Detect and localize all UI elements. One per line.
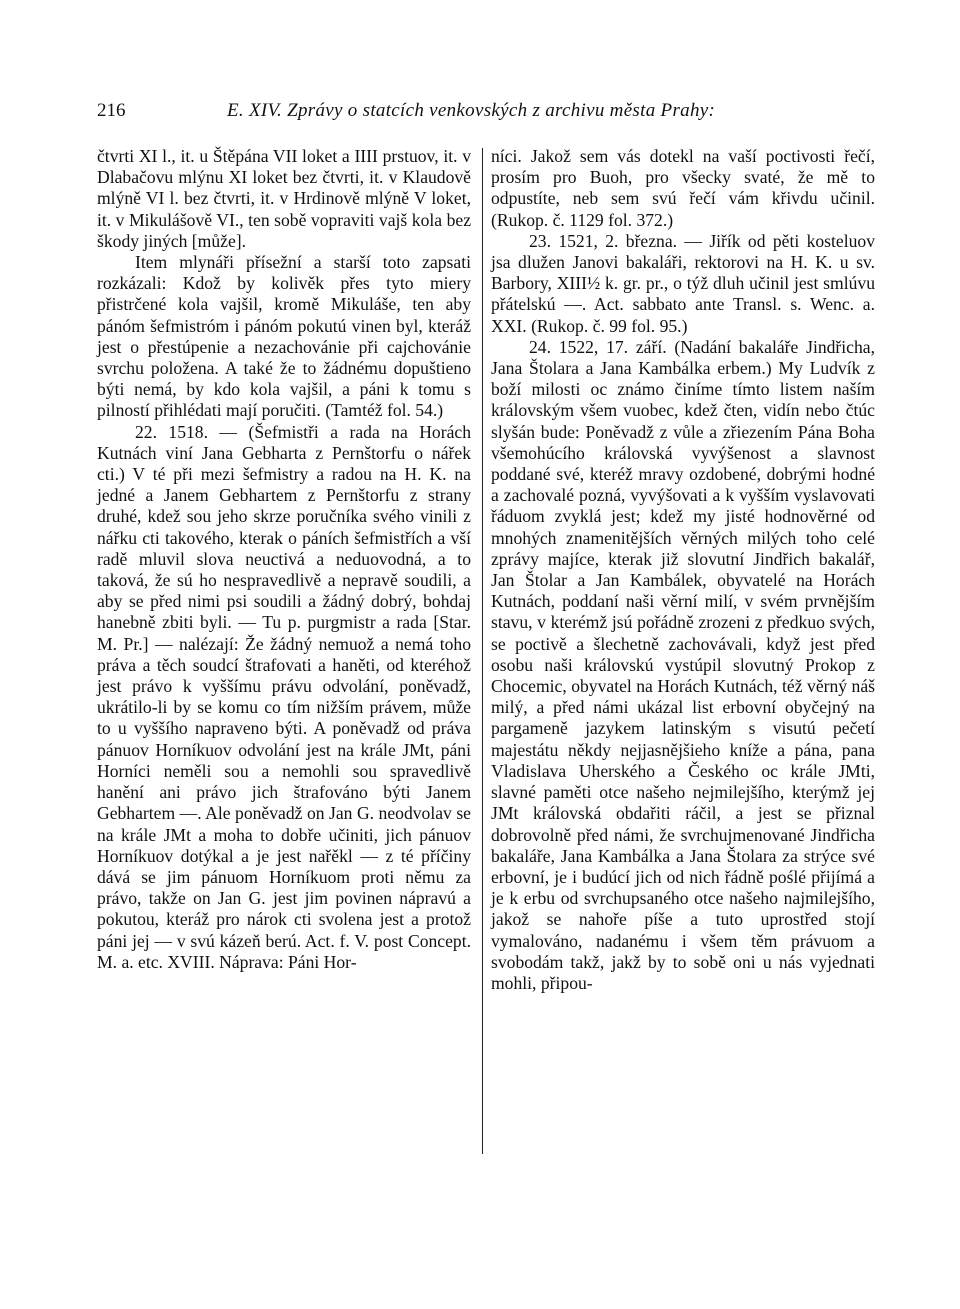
running-head: E. XIV. Zprávy o statcích venkovských z archivu města Prahy: [227, 100, 716, 121]
left-column [97, 146, 471, 973]
paragraph: 23. 1521, 2. března. — Jiřík od pěti kosteluov jsa dlužen Janovi bakaláři, rektorovi na H. K. u sv. Barbory, XIII½ k. gr. pr., o týž dluh učinil jest smlúvu přátelskú —. Act. sabbato ante Transl. s. Wenc. a. XXI. (Rukop. č. 99 fol. 95.) [491, 230, 875, 336]
paragraph: 22. 1518. — (Šefmistři a rada na Horách Kutnách viní Jana Gebharta z Pernštorfu o nářek cti.) V té při mezi šefmistry a radou na H. K. na jedné a Janem Gebhartem z Pernštorfu z strany druhé, kdež sou jeho skrze poručníka svého vinili z nářku cti takového, kterak o páních šefmistřích a vší radě mluvil slova neuctivá a neduovodná, a to taková, že sú ho nespravedlivě a nepravě soudili, a aby se před nimi psi soudili a žádný dobrý, bohdaj hanebně zbiti byli. — Tu p. purgmistr a rada [Star. M. Pr.] — nalézají: Že žádný nemuož a nemá toho práva a těch soudcí štrafovati a haněti, od kteréhož jest právo k vyššímu právu odvolání, poněvadž, ukrátilo-li by se komu co tím nižším právem, může to u vyššího napraveno býti. A poněvadž od práva pánuov Horníkuov odvolání jest na krále JMt, páni Horníci neměli sou a nemohli sou spravedlivě hanění ani právo jich štrafováno býti Janem Gebhartem —. Ale poněvadž on Jan G. neodvolav se na krále JMt a moha to dobře učiniti, jich pánuov Horníkuov dotýkal a je jest nařěkl — z té příčiny dává se jim pánuom Horníkuom proti němu za právo, takže on Jan G. jest jim povinen nápravú a pokutou, kteráž pro nárok cti svolena jest a protož páni jej — v svú kázeň berú. Act. f. V. post Concept. M. a. etc. XVIII. Náprava: Páni Hor- [97, 421, 471, 972]
paragraph: 24. 1522, 17. září. (Nadání bakaláře Jindřicha, Jana Štolara a Jana Kambálka erbem.) My Ludvík z boží milosti oc známo činíme tímto listem naším královským všem vuobec, kdež čten, vidín nebo čtúc slyšán bude: Poněvadž z vůle a zřiezením Pána Boha všemohúcího královská vyvýšenost a slavnost poddané své, kteréž mravy ozdobené, dobrými hodné a zachovalé pozná, vyvýšovati a k vyšším vyslavovati řáduom zvyklá jest; kdež my jisté hodnověrné od mnohých znamenitějších věrných milých toho celé zprávy majíce, kterak již slovutní Jindřich bakalář, Jan Štolar a Jan Kambálek, obyvatelé na Horách Kutnách, poddaní naši věrní milí, v svém prvnějším stavu, v kterémž jsú pořádně zrozeni z předkuo svých, se poctivě a šlechetně zachovávali, když jest před osobu naši královskú vystúpil slovutný Prokop z Chocemic, obyvatel na Horách Kutnách, též věrný náš milý, a před námi ukázal list erbovní obyčejný na pargameně jazykem latinským s visutú pečetí majestátu někdy nejjasnějšieho kníže a pána, pana Vladislava Uherského a Českého oc krále JMti, slavné paměti otce našeho nejmilejšího, kterýmž jej JMt královská obdařiti ráčil, a jest se přiznal dobrovolně před námi, že svrchujmenované Jindřicha bakaláře, Jana Kambálka a Jana Štolara za strýce své erbovní, je i budúcí jich od nich řádně poślé přijímá a je k erbu od svrchupsaného otce našeho najmilejšího, jakož se nahoře píše a tuto uprostřed stojí vymalováno, nadanému i všem těm právuom a svobodám takž, jakž by to sobě oni u nás vyjednati mohli, připou- [491, 336, 875, 993]
paragraph: níci. Jakož sem vás dotekl na vaší poctivosti řečí, prosím pro Buoh, pro všecky svaté, že mě to odpustíte, neb sem svú řečí vám křivdu učinil. (Rukop. č. 1129 fol. 372.) [491, 146, 875, 230]
page-header [97, 93, 877, 127]
paragraph: Item mlynáři přísežní a starší toto zapsati rozkázali: Kdož by kolivěk přes tyto miery přistrčené kola vajšil, kromě Mikuláše, ten aby pánóm šefmistróm i pánóm pokutú vinen byl, kteráž jest o přestúpenie a nezachovánie při cajchovánie svrchu položena. A také že to žádnému dopuštieno býti nemá, by kdo kola vajšil, a páni k tomu s pilností přihlédati mají poručiti. (Tamtéž fol. 54.) [97, 252, 471, 421]
paragraph: čtvrti XI l., it. u Štěpána VII loket a IIII prstuov, it. v Dlabačovu mlýnu XI loket bez čtvrti, it. v Klaudově mlýně VI l. bez čtvrti, it. v Hrdinově mlýně V loket, it. v Mikulášově VI., ten sobě vopraviti vajš kola bez škody jiných [může]. [97, 146, 471, 251]
column-divider [482, 148, 483, 1154]
right-column [491, 146, 875, 994]
page-number: 216 [97, 100, 126, 121]
